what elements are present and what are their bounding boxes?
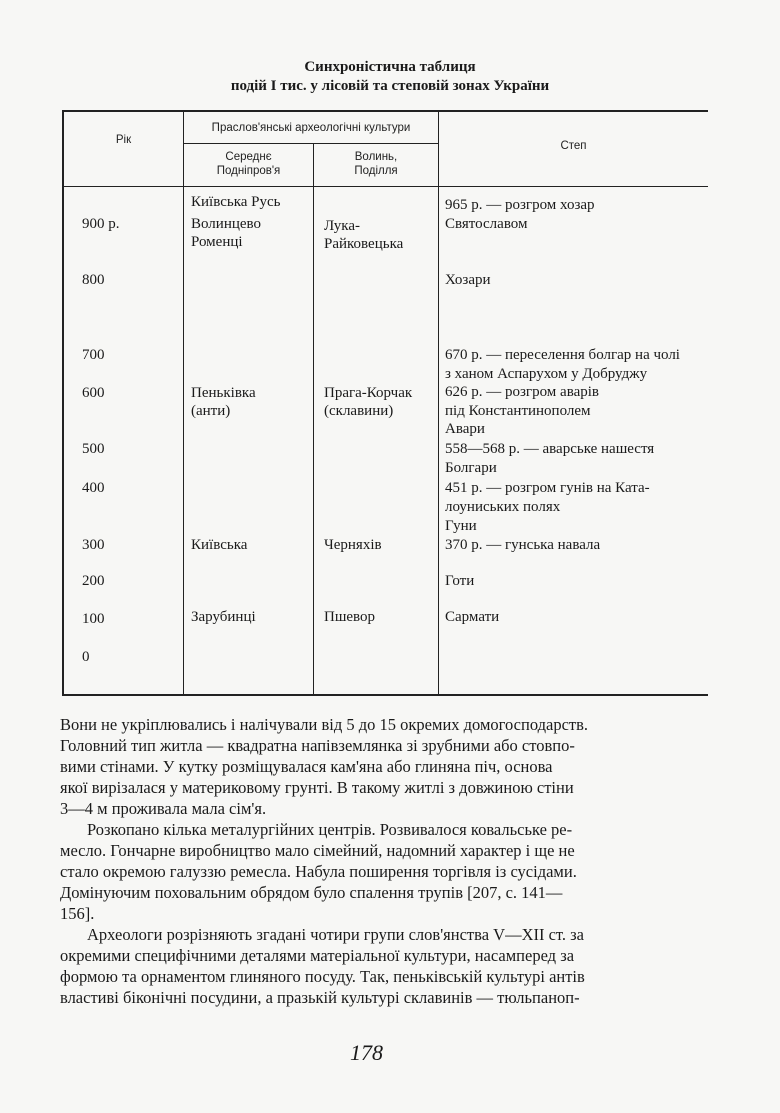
header-bottom-line bbox=[62, 186, 708, 187]
cell-przeworsk: Пшевор bbox=[324, 609, 376, 625]
header-dnieper-line-1: Середнє bbox=[225, 151, 272, 163]
cell-steppe-huns: Гуни bbox=[445, 518, 477, 534]
cell-year-300: 300 bbox=[82, 537, 105, 553]
cell-kyivska: Київська bbox=[191, 537, 248, 553]
cell-romentsi: Роменці bbox=[191, 234, 243, 250]
cell-year-800: 800 bbox=[82, 272, 105, 288]
cell-steppe-goths: Готи bbox=[445, 573, 475, 589]
column-divider-year bbox=[183, 110, 184, 696]
cell-steppe-670: 670 р. — переселення болгар на чолі bbox=[445, 347, 680, 363]
body-line: месло. Гончарне виробництво мало сімейний, надомний характер і ще не bbox=[60, 841, 575, 860]
table-left-border bbox=[62, 110, 64, 696]
cell-raikovetska: Райковецька bbox=[324, 236, 404, 252]
cell-praha-korchak: Прага-Корчак bbox=[324, 385, 413, 401]
cell-steppe-avars: Авари bbox=[445, 421, 485, 437]
cell-year-900: 900 р. bbox=[82, 216, 120, 232]
cell-volyntsevo: Волинцево bbox=[191, 216, 262, 232]
header-dnieper-line-2: Подніпров'я bbox=[216, 165, 281, 177]
cell-sklaviny: (склавини) bbox=[324, 403, 394, 419]
cell-cherniakhiv: Черняхів bbox=[324, 537, 382, 553]
body-text bbox=[60, 714, 728, 1008]
cell-steppe-626: 626 р. — розгром аварів bbox=[445, 384, 599, 400]
cell-steppe-965: 965 р. — розгром хозар bbox=[445, 197, 595, 213]
cell-year-200: 200 bbox=[82, 573, 105, 589]
header-cultures: Праслов'янські археологічні культури bbox=[211, 122, 411, 134]
body-line: вими стінами. У кутку розміщувалася кам'яна або глиняна піч, основа bbox=[60, 757, 553, 776]
body-line: Археологи розрізняють згадані чотири групи слов'янства V—XII ст. за bbox=[87, 925, 584, 944]
table-top-border bbox=[62, 110, 708, 112]
body-line: Вони не укріплювались і налічували від 5 до 15 окремих домогосподарств. bbox=[60, 715, 589, 734]
column-divider-steppe bbox=[438, 110, 439, 696]
body-line: формою та орнаментом глиняного посуду. Так, пеньківській культурі антів bbox=[60, 967, 585, 986]
body-line: 156]. bbox=[60, 904, 95, 923]
table-title-line-2: подій І тис. у лісовій та степовій зонах України bbox=[230, 78, 550, 94]
body-line: стало окремою галуззю ремесла. Набула поширення торгівля із сусідами. bbox=[60, 862, 577, 881]
header-steppe: Степ bbox=[560, 140, 587, 152]
cell-zarubyntsi: Зарубинці bbox=[191, 609, 256, 625]
cell-steppe-constantinople: під Константинополем bbox=[445, 403, 591, 419]
cell-steppe-sarmatians: Сармати bbox=[445, 609, 500, 625]
cell-year-0: 0 bbox=[82, 649, 90, 665]
cell-steppe-catalaunian: лоуниських полях bbox=[445, 499, 561, 515]
cell-steppe-bulgars: Болгари bbox=[445, 460, 497, 476]
header-year: Рік bbox=[115, 134, 132, 146]
cell-steppe-asparukh: з ханом Аспарухом у Добруджу bbox=[445, 366, 648, 382]
column-divider-dnieper bbox=[313, 143, 314, 696]
body-line: окремими специфічними деталями матеріальної культури, насамперед за bbox=[60, 946, 575, 965]
cell-penkivka: Пеньківка bbox=[191, 385, 256, 401]
header-volhynia-line-1: Волинь, bbox=[354, 151, 398, 163]
body-line: властиві біконічні посудини, а празькій культурі склавинів — тюльпаноп- bbox=[60, 988, 580, 1007]
cell-steppe-451: 451 р. — розгром гунів на Ката- bbox=[445, 480, 650, 496]
body-line: Головний тип житла — квадратна напівземлянка зі зрубними або стовпо- bbox=[60, 736, 575, 755]
table-bottom-border bbox=[62, 694, 708, 696]
cell-year-100: 100 bbox=[82, 611, 105, 627]
body-line: якої вирізалася у материковому грунті. В такому житлі з довжиною стіни bbox=[60, 778, 574, 797]
header-subdivider bbox=[183, 143, 438, 144]
cell-year-400: 400 bbox=[82, 480, 105, 496]
body-line: Домінуючим поховальним обрядом було спалення трупів [207, с. 141— bbox=[60, 883, 563, 902]
body-line: 3—4 м проживала мала сім'я. bbox=[60, 799, 267, 818]
cell-steppe-khazars: Хозари bbox=[445, 272, 491, 288]
cell-year-700: 700 bbox=[82, 347, 105, 363]
body-line: Розкопано кілька металургійних центрів. Розвивалося ковальське ре- bbox=[87, 820, 573, 839]
cell-steppe-370: 370 р. — гунська навала bbox=[445, 537, 601, 553]
cell-steppe-sviatoslav: Святославом bbox=[445, 216, 528, 232]
cell-kyivan-rus: Київська Русь bbox=[191, 194, 281, 210]
header-volhynia-line-2: Поділля bbox=[354, 165, 398, 177]
table-title-line-1: Синхроністична таблиця bbox=[304, 59, 476, 75]
cell-anty: (анти) bbox=[191, 403, 231, 419]
cell-year-600: 600 bbox=[82, 385, 105, 401]
cell-luka: Лука- bbox=[324, 218, 361, 234]
cell-year-500: 500 bbox=[82, 441, 105, 457]
page-number: 178 bbox=[350, 1040, 383, 1065]
cell-steppe-558: 558—568 р. — аварське нашестя bbox=[445, 441, 655, 457]
